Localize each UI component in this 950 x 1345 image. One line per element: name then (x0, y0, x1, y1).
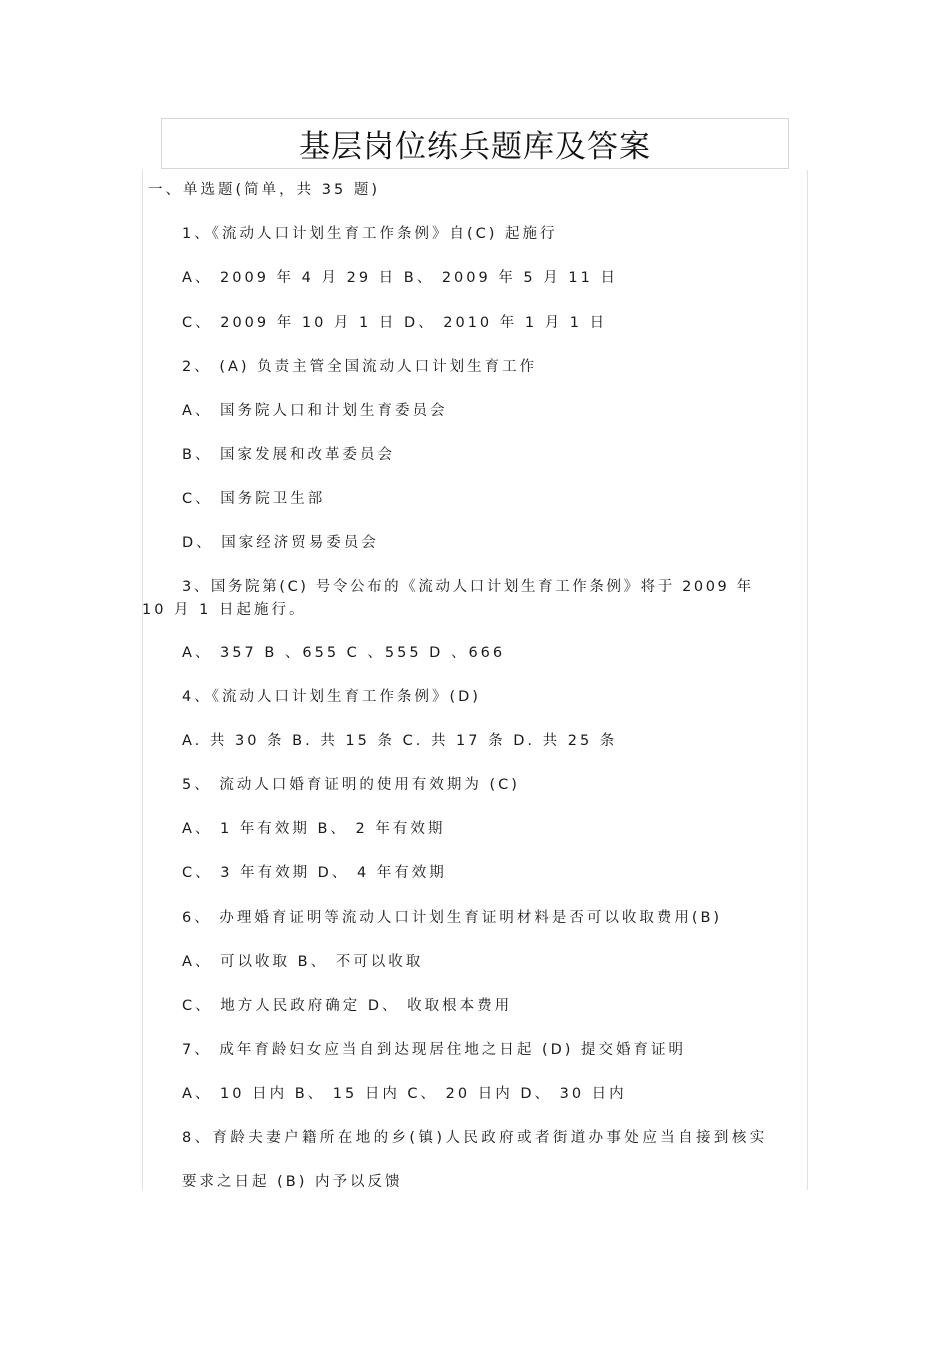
question-6-options-cd: C、 地方人民政府确定 D、 收取根本费用 (182, 998, 513, 1014)
title-box (161, 118, 789, 169)
question-3-options: A、 357 B 、655 C 、555 D 、666 (182, 645, 506, 661)
question-6: 6、 办理婚育证明等流动人口计划生育证明材料是否可以收取费用(B) (182, 910, 723, 926)
question-4-options: A. 共 30 条 B. 共 15 条 C. 共 17 条 D. 共 25 条 (182, 733, 618, 749)
right-margin-rule (807, 170, 808, 1190)
question-4: 4、《流动人口计划生育工作条例》(D) (182, 689, 481, 705)
question-2-option-d: D、 国家经济贸易委员会 (182, 535, 379, 551)
question-3-line-1: 3、国务院第(C) 号令公布的《流动人口计划生育工作条例》将于 2009 年 (182, 579, 754, 595)
question-1-options-ab: A、 2009 年 4 月 29 日 B、 2009 年 5 月 11 日 (182, 270, 618, 286)
question-2-option-c: C、 国务院卫生部 (182, 491, 326, 507)
question-7-options: A、 10 日内 B、 15 日内 C、 20 日内 D、 30 日内 (182, 1086, 627, 1102)
question-2-option-a: A、 国务院人口和计划生育委员会 (182, 403, 448, 419)
question-5: 5、 流动人口婚育证明的使用有效期为 (C) (182, 777, 520, 793)
question-2-option-b: B、 国家发展和改革委员会 (182, 447, 396, 463)
question-1-options-cd: C、 2009 年 10 月 1 日 D、 2010 年 1 月 1 日 (182, 315, 608, 331)
left-margin-rule (142, 170, 143, 1190)
question-7: 7、 成年育龄妇女应当自到达现居住地之日起 (D) 提交婚育证明 (182, 1042, 687, 1058)
question-8-line-1: 8、育龄夫妻户籍所在地的乡(镇)人民政府或者街道办事处应当自接到核实 (182, 1130, 768, 1146)
question-8-line-2: 要求之日起 (B) 内予以反馈 (182, 1174, 403, 1190)
question-1: 1、《流动人口计划生育工作条例》自(C) 起施行 (182, 226, 558, 242)
question-6-options-ab: A、 可以收取 B、 不可以收取 (182, 954, 424, 970)
question-5-options-ab: A、 1 年有效期 B、 2 年有效期 (182, 821, 446, 837)
question-3-line-2: 10 月 1 日起施行。 (142, 602, 307, 618)
question-2: 2、 (A) 负责主管全国流动人口计划生育工作 (182, 359, 538, 375)
question-5-options-cd: C、 3 年有效期 D、 4 年有效期 (182, 865, 447, 881)
section-heading: 一、单选题(简单，共 35 题) (148, 182, 380, 198)
document-title: 基层岗位练兵题库及答案 (299, 129, 651, 165)
